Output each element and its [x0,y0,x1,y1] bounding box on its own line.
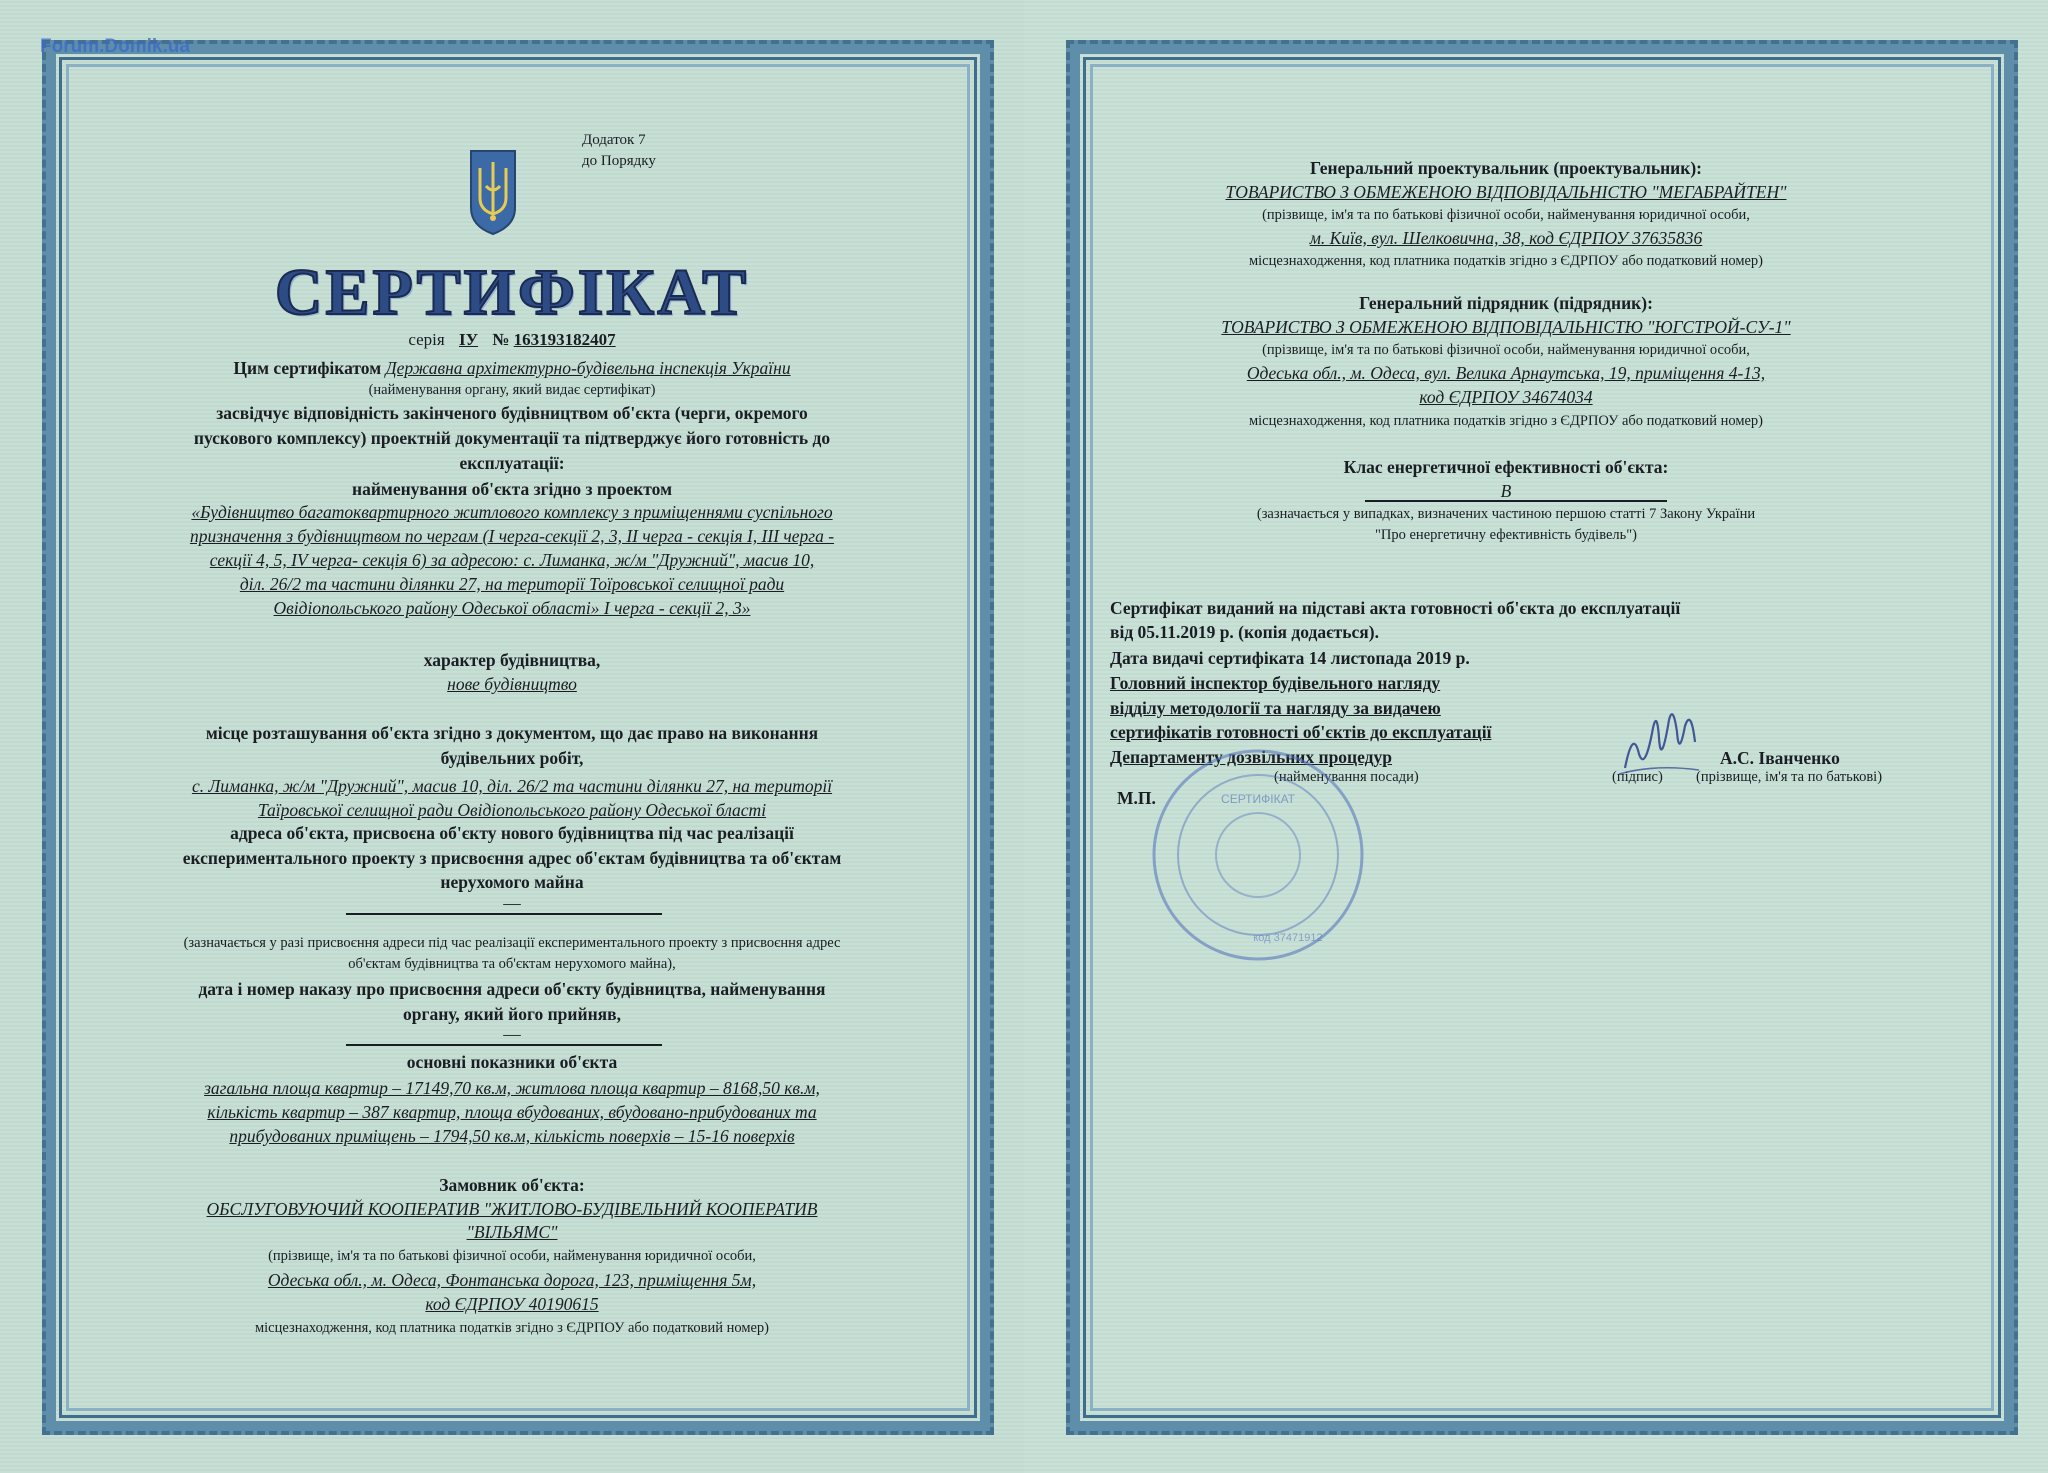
position-text: Департаменту дозвільних процедур [1110,747,1393,767]
series-value: ІУ [458,330,479,349]
issuer-caption: (найменування органу, який видає сертифікат) [368,382,656,398]
location-label: місце розташування об'єкта згідно з документом, що дає право на виконання [205,723,819,743]
right-content [1024,0,2048,1473]
issuer-row [0,358,1024,379]
position-text: Головний інспектор будівельного нагляду [1110,673,1441,693]
basis-text: від 05.11.2019 р. (копія додається). [1110,622,1379,642]
energy-caption: (зазначається у випадках, визначених частиною першою статті 7 Закону України [1256,506,1756,522]
location-value: Таїровської селищної ради Овідіопольського району Одеської бласті [257,800,767,820]
signature-image [1615,698,1703,788]
signer-caption: (прізвище, ім'я та по батькові) [1696,769,1883,785]
address-rule [346,913,662,915]
designer-name: ТОВАРИСТВО З ОБМЕЖЕНОЮ ВІДПОВІДАЛЬНІСТЮ "МЕГАБРАЙТЕН" [1225,182,1787,202]
address-caption: об'єктам будівництва та об'єктам нерухомого майна), [348,956,676,972]
certificate-title: СЕРТИФІКАТ [274,256,750,329]
customer-address: код ЄДРПОУ 40190615 [425,1294,599,1314]
object-name-line: діл. 26/2 та частини ділянки 27, на території Тоїровської селищної ради [239,574,785,594]
customer-caption: (прізвище, ім'я та по батькові фізичної особи, найменування юридичної особи, [268,1248,756,1264]
stamp-text-top: СЕРТИФІКАТ [1221,792,1295,806]
official-stamp [1148,745,1368,965]
coat-of-arms-icon [468,148,518,236]
position-text: відділу методології та нагляду за видачею [1110,698,1441,718]
order-label: органу, який його прийняв, [403,1004,621,1024]
signer-name: А.С. Іванченко [1720,748,1840,768]
energy-caption: "Про енергетичну ефективність будівель") [1374,527,1637,543]
indicators-line: загальна площа квартир – 17149,70 кв.м, житлова площа квартир – 8168,50 кв.м, [204,1078,820,1098]
number-label: № [492,330,510,349]
contractor-address: Одеська обл., м. Одеса, вул. Велика Арнаутська, 19, приміщення 4-13, [1246,363,1766,383]
basis-text: Сертифікат виданий на підставі акта готовності об'єкта до експлуатації [1110,598,1681,618]
signature-caption: (підпис) [1612,769,1663,785]
watermark: Forum.Domik.ua [40,36,190,57]
designer-label: Генеральний проектувальник (проектувальник): [1309,158,1703,178]
order-label: дата і номер наказу про присвоєння адреси об'єкту будівництва, найменування [198,979,826,999]
series-number-row [0,330,1024,350]
indicators-line: прибудованих приміщень – 1794,50 кв.м, кількість поверхів – 15-16 поверхів [229,1126,795,1146]
appendix-line: Додаток 7 [582,132,646,148]
address-caption: (зазначається у разі присвоєння адреси під час реалізації експериментального проекту з присвоєння адрес [183,935,841,951]
contractor-caption: (прізвище, ім'я та по батькові фізичної особи, найменування юридичної особи, [1262,342,1750,358]
designer-caption: (прізвище, ім'я та по батькові фізичної особи, найменування юридичної особи, [1262,207,1750,223]
customer-caption: місцезнаходження, код платника податків згідно з ЄДРПОУ або податковий номер) [254,1320,770,1336]
construction-type-label: характер будівництва, [423,650,601,670]
address-value: — [503,893,521,913]
energy-label: Клас енергетичної ефективності об'єкта: [1343,457,1669,477]
energy-rule [1365,500,1667,502]
indicators-label: основні показники об'єкта [406,1052,618,1072]
object-name-label: найменування об'єкта згідно з проектом [351,479,673,499]
customer-name: "ВІЛЬЯМС" [466,1222,558,1242]
object-name-line: призначення з будівництвом по чергам (І черга-секції 2, 3, ІІ черга - секція І, ІІІ черга - [189,526,835,546]
object-name-line: Овідіопольського району Одеської області» І черга - секції 2, 3» [273,598,751,618]
stamp-label: М.П. [1117,788,1156,808]
stamp-text-code: код 37471912 [1253,932,1323,944]
issue-date: Дата видачі сертифіката 14 листопада 2019 р. [1110,648,1470,668]
certifies-text: експлуатації: [459,453,565,473]
contractor-label: Генеральний підрядник (підрядник): [1359,293,1653,313]
contractor-address: код ЄДРПОУ 34674034 [1419,387,1593,407]
customer-name: ОБСЛУГОВУЮЧИЙ КООПЕРАТИВ "ЖИТЛОВО-БУДІВЕЛЬНИЙ КООПЕРАТИВ [206,1199,818,1219]
designer-caption: місцезнаходження, код платника податків згідно з ЄДРПОУ або податковий номер) [1248,253,1764,269]
contractor-caption: місцезнаходження, код платника податків згідно з ЄДРПОУ або податковий номер) [1248,413,1764,429]
location-label: будівельних робіт, [440,748,584,768]
address-label: адреса об'єкта, присвоєна об'єкту нового будівництва під час реалізації [230,823,794,843]
indicators-line: кількість квартир – 387 квартир, площа вбудованих, вбудовано-прибудованих та [207,1102,817,1122]
location-value: с. Лиманка, ж/м "Дружний", масив 10, діл. 26/2 та частини ділянки 27, на території [191,776,833,796]
contractor-name: ТОВАРИСТВО З ОБМЕЖЕНОЮ ВІДПОВІДАЛЬНІСТЮ "ЮГСТРОЙ-СУ-1" [1221,317,1791,337]
position-text: сертифікатів готовності об'єктів до експлуатації [1110,722,1492,742]
address-label: нерухомого майна [440,872,584,892]
order-value: — [503,1024,521,1044]
appendix-note [582,130,656,172]
customer-label: Замовник об'єкта: [439,1175,585,1195]
address-label: експериментального проекту з присвоєння адрес об'єктам будівництва та об'єктам [182,848,842,868]
energy-value: B [1500,481,1512,501]
order-rule [346,1044,662,1046]
number-value: 163193182407 [513,330,616,349]
position-caption: (найменування посади) [1274,769,1419,785]
designer-address: м. Київ, вул. Шелковична, 38, код ЄДРПОУ 37635836 [1309,228,1703,248]
series-label: серія [408,330,445,349]
object-name-line: «Будівництво багатоквартирного житлового комплексу з приміщеннями суспільного [191,502,833,522]
certifies-text: засвідчує відповідність закінченого будівництвом об'єкта (черги, окремого [216,403,808,423]
certifies-text: пускового комплексу) проектній документації та підтверджує його готовність до [193,428,831,448]
appendix-line: до Порядку [582,153,656,169]
customer-address: Одеська обл., м. Одеса, Фонтанська дорога, 123, приміщення 5м, [267,1270,757,1290]
issuer-value: Державна архітектурно-будівельна інспекція України [385,358,791,378]
object-name-line: секції 4, 5, IV черга- секція 6) за адресою: с. Лиманка, ж/м "Дружний", масив 10, [209,550,815,570]
construction-type-value: нове будівництво [447,674,577,694]
issuer-prefix: Цим сертифікатом [233,358,382,378]
